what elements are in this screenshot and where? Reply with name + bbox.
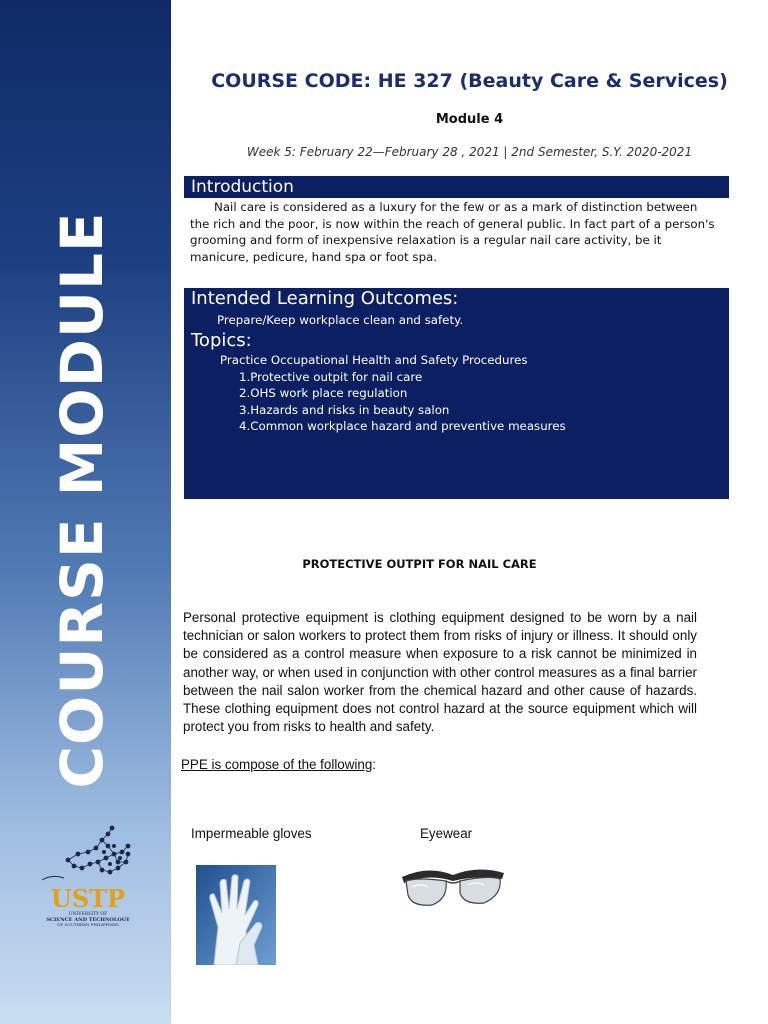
ustp-logo <box>38 818 138 928</box>
logo-subtitle-1: UNIVERSITY OF <box>68 912 108 917</box>
gloves-photo-icon <box>196 865 276 965</box>
topics-heading: Topics: <box>191 330 252 351</box>
logo-subtitle-3: OF SOUTHERN PHILIPPINES <box>57 922 119 927</box>
module-number: Module 4 <box>435 112 504 127</box>
ppe-intro-colon: : <box>372 757 377 772</box>
course-code-title: COURSE CODE: HE 327 (Beauty Care & Services) <box>211 70 728 92</box>
topic-item: 4.Common workplace hazard and preventive measures <box>239 418 566 433</box>
ppe-intro-text: PPE is compose of the following <box>181 757 373 772</box>
logo-subtitle-2: SCIENCE AND TECHNOLOGY <box>46 917 130 923</box>
gloves-label: Impermeable gloves <box>191 826 312 841</box>
logo-acronym: USTP <box>50 884 126 913</box>
outcomes-heading: Intended Learning Outcomes: <box>191 288 459 309</box>
eyewear-label: Eyewear <box>420 826 473 841</box>
outcomes-topics-box <box>184 288 729 499</box>
topic-item: 2.OHS work place regulation <box>239 386 408 401</box>
topic-item: 1.Protective outpit for nail care <box>239 370 423 384</box>
logo-dot-network <box>66 826 130 874</box>
outcome-item: Prepare/Keep workplace clean and safety. <box>217 313 464 327</box>
topics-list <box>239 369 566 434</box>
introduction-text: Nail care is considered as a luxury for the few or as a mark of distinction between the rich and the poor, is now within the reach of general public. In fact part of a person's grooming and form of inexpensive relaxation is a regular nail care activity, be it manicure, pedicure, hand spa or foot spa. <box>190 200 715 264</box>
sidebar <box>0 0 171 1024</box>
introduction-heading: Introduction <box>184 176 729 198</box>
ppe-intro <box>181 757 376 772</box>
section-heading: PROTECTIVE OUTPIT FOR NAIL CARE <box>302 557 537 571</box>
section-paragraph: Personal protective equipment is clothing equipment designed to be worn by a nail technician or salon workers to protect them from risks of injury or illness. It should only be considered as a control measure when exposure to a risk cannot be minimized in another way, or when used in conjunction with other control measures as a final barrier between the nail salon worker from the chemical hazard and other cause of hazards. These clothing equipment does not control hazard at the source equipment which will protect you from risks to health and safety. <box>183 610 697 735</box>
week-info: Week 5: February 22—February 28 , 2021 | 2nd Semester, S.Y. 2020-2021 <box>246 145 693 159</box>
safety-glasses-photo-icon <box>398 855 508 915</box>
sidebar-title: COURSE MODULE <box>48 211 116 789</box>
topics-lead: Practice Occupational Health and Safety Procedures <box>220 353 528 367</box>
topic-item: 3.Hazards and risks in beauty salon <box>239 402 450 417</box>
